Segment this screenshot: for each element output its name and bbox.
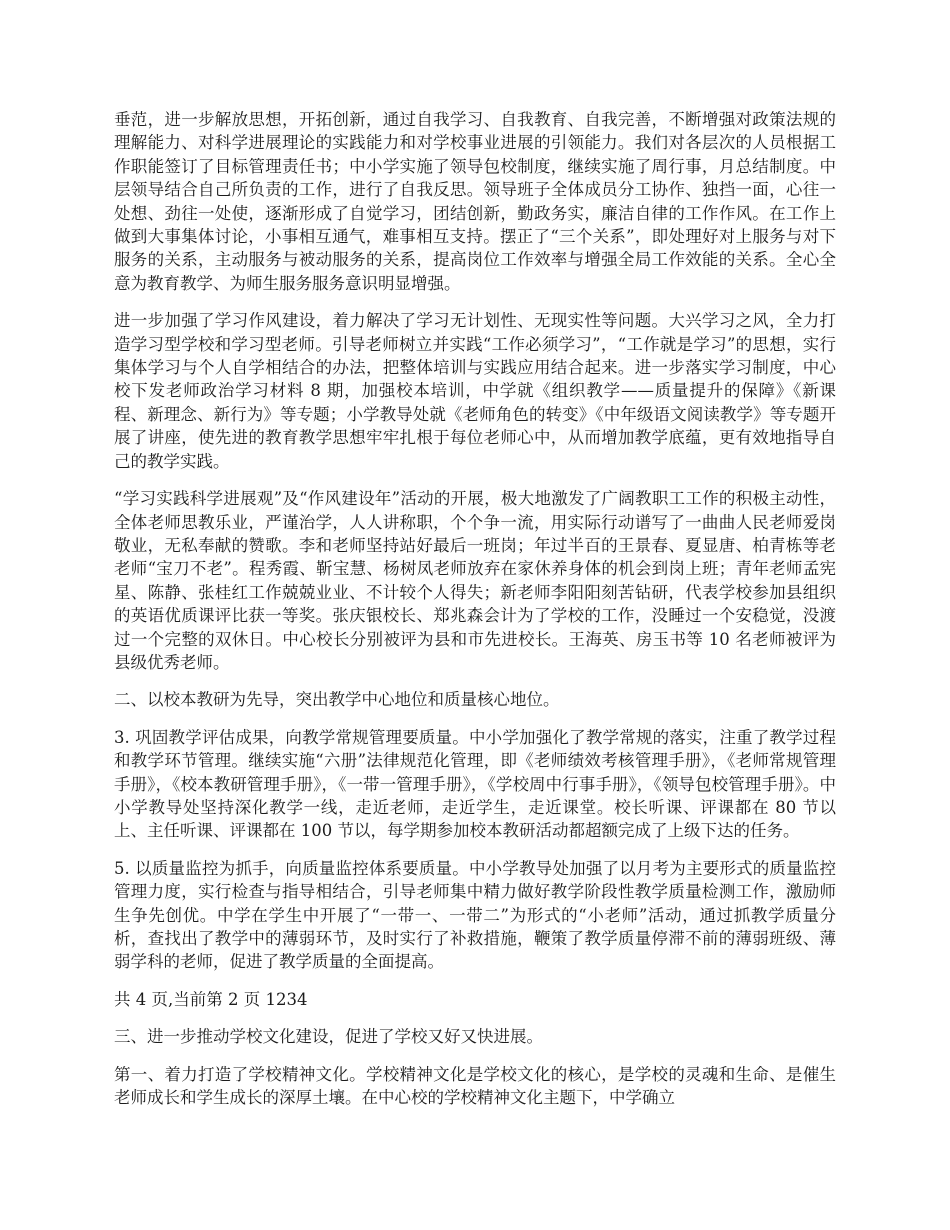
paragraph-leadership-style: 垂范，进一步解放思想，开拓创新，通过自我学习、自我教育、自我完善，不断增强对政策法规的理解能力、对科学进展理论的实践能力和对学校事业进展的引领能力。我们对各层次的人员根据工作职能签订了目标管理责任书；中小学实施了领导包校制度，继续实施了周行事，月总结制度。中层领导结合自己所负责的工作，进行了自我反思。领导班子全体成员分工协作、独挡一面，心往一处想、劲往一处使，逐渐形成了自觉学习，团结创新，勤政务实，廉洁自律的工作作风。在工作上做到大事集体讨论，小事相互通气，难事相互支持。摆正了“三个关系”，即处理好对上服务与对下服务的关系，主动服务与被动服务的关系，提高岗位工作效率与增强全局工作效能的关系。全心全意为教育教学、为师生服务服务意识明显增强。 <box>114 110 836 293</box>
paragraph-school-culture: 第一、着力打造了学校精神文化。学校精神文化是学校文化的核心，是学校的灵魂和生命、是催生老师成长和学生成长的深厚土壤。在中心校的学校精神文化主题下，中学确立 <box>114 1064 836 1108</box>
page-indicator: 共 4 页,当前第 2 页 1234 <box>114 989 308 1009</box>
section-heading-2: 二、以校本教研为先导，突出教学中心地位和质量核心地位。 <box>114 690 560 710</box>
paragraph-study-style: 进一步加强了学习作风建设，着力解决了学习无计划性、无现实性等问题。大兴学习之风，全力打造学习型学校和学习型老师。引导老师树立并实践“工作必须学习”，“工作就是学习”的思想，实行集体学习与个人自学相结合的办法，把整体培训与实践应用结合起来。进一步落实学习制度，中心校下发老师政治学习材料 8 期，加强校本培训，中学就《组织教学——质量提升的保障》《新课程、新理念、新行为》等专题；小学教导处就《老师角色的转变》《中年级语文阅读教学》等专题开展了讲座，使先进的教育教学思想牢牢扎根于每位老师心中，从而增加教学底蕴，更有效地指导自己的教学实践。 <box>114 311 836 471</box>
paragraph-staff-activities: “学习实践科学进展观”及“作风建设年”活动的开展，极大地激发了广阔教职工工作的积极主动性，全体老师思教乐业，严谨治学，人人讲称职，个个争一流，用实际行动谱写了一曲曲人民老师爱岗敬业，无私奉献的赞歌。李和老师坚持站好最后一班岗；年过半百的王景春、夏显唐、柏青栋等老老师“宝刀不老”。程秀霞、靳宝慧、杨树凤老师放弃在家休养身体的机会到岗上班；青年老师孟宪星、陈静、张桂红工作兢兢业业、不计较个人得失；新老师李阳阳刻苦钻研，代表学校参加县组织的英语优质课评比获一等奖。张庆银校长、郑兆森会计为了学校的工作，没睡过一个安稳觉，没渡过一个完整的双休日。中心校长分别被评为县和市先进校长。王海英、房玉书等 10 名老师被评为县级优秀老师。 <box>114 489 836 672</box>
document-body <box>114 108 836 1123</box>
section-heading-3: 三、进一步推动学校文化建设，促进了学校又好又快进展。 <box>114 1027 543 1047</box>
paragraph-item-3: 3. 巩固教学评估成果，向教学常规管理要质量。中小学加强化了教学常规的落实，注重了教学过程和教学环节管理。继续实施“六册”法律规范化管理，即《老师绩效考核管理手册》，《老师常规管理手册》，《校本教研管理手册》，《一带一管理手册》，《学校周中行事手册》，《领导包校管理手册》。中小学教导处坚持深化教学一线，走近老师，走近学生，走近课堂。校长听课、评课都在 80 节以上、主任听课、评课都在 100 节以，每学期参加校本教研活动都超额完成了上级下达的任务。 <box>114 727 836 841</box>
paragraph-item-5: 5. 以质量监控为抓手，向质量监控体系要质量。中小学教导处加强了以月考为主要形式的质量监控管理力度，实行检查与指导相结合，引导老师集中精力做好教学阶段性教学质量检测工作，激励师生争先创优。中学在学生中开展了“一带一、一带二”为形式的“小老师”活动，通过抓教学质量分析，查找出了教学中的薄弱环节，及时实行了补救措施，鞭策了教学质量停滞不前的薄弱班级、薄弱学科的老师，促进了教学质量的全面提高。 <box>114 858 836 972</box>
